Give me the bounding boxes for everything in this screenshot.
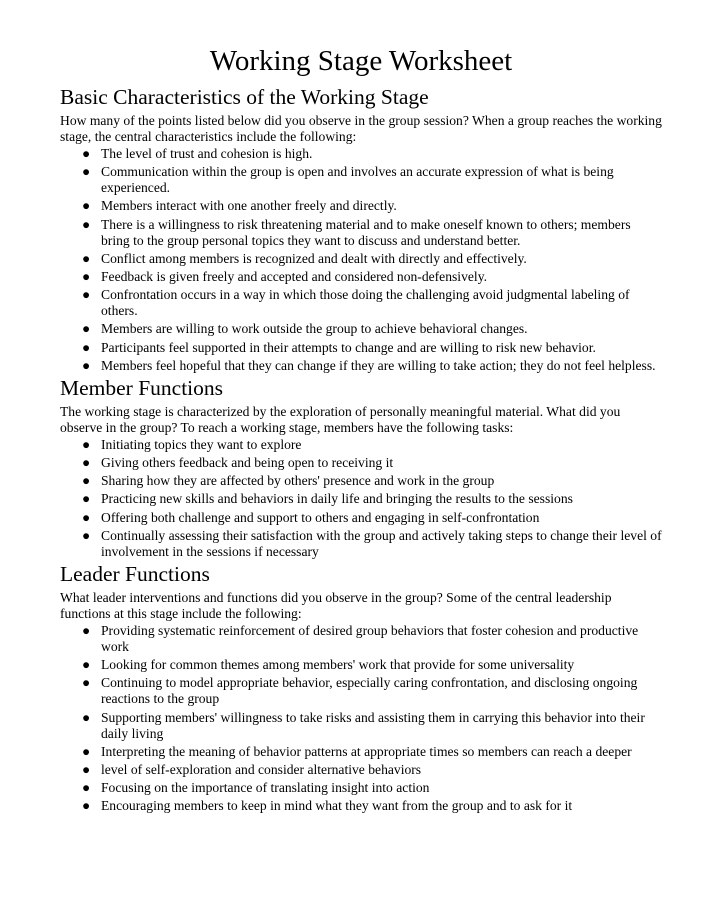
list-item-text: Continuing to model appropriate behavior, especially caring confrontation, and disclosing ongoing reactions to the group <box>101 675 638 707</box>
list-item <box>82 339 662 356</box>
section-heading: Basic Characteristics of the Working Stage <box>60 85 429 109</box>
bullet-icon: ● <box>82 675 91 691</box>
list-item-text: Members interact with one another freely and directly. <box>101 198 397 214</box>
section-basic-characteristics <box>60 85 662 374</box>
list-item <box>82 623 662 655</box>
list-item <box>82 709 662 742</box>
bullet-icon: ● <box>82 473 91 489</box>
bullet-list <box>60 623 662 814</box>
list-item <box>82 761 662 778</box>
list-item-text: There is a willingness to risk threatening material and to make oneself known to others; members bring to the group personal topics they want to discuss and understand better. <box>101 216 631 248</box>
list-item-text: Providing systematic reinforcement of desired group behaviors that foster cohesion and productive work <box>101 623 639 654</box>
list-item <box>82 321 662 337</box>
list-item <box>82 509 662 526</box>
bullet-icon: ● <box>82 761 91 777</box>
bullet-icon: ● <box>82 455 91 471</box>
list-item <box>82 436 662 453</box>
list-item <box>82 146 662 162</box>
bullet-icon: ● <box>82 780 91 796</box>
section-intro: What leader interventions and functions did you observe in the group? Some of the central leadership functions at this stage include the following: <box>60 590 612 621</box>
bullet-icon: ● <box>82 268 91 284</box>
section-intro: The working stage is characterized by the exploration of personally meaningful material. What did you observe in the group? To reach a working stage, members have the following tasks: <box>60 403 621 435</box>
list-item <box>82 287 662 319</box>
list-item-text: Confrontation occurs in a way in which those doing the challenging avoid judgmental labeling of others. <box>101 287 630 319</box>
section-heading: Leader Functions <box>60 562 210 586</box>
bullet-icon: ● <box>82 491 91 507</box>
list-item-text: Interpreting the meaning of behavior patterns at appropriate times so members can reach a deeper <box>101 743 632 759</box>
bullet-icon: ● <box>82 743 91 759</box>
list-item-text: Practicing new skills and behaviors in daily life and bringing the results to the sessions <box>101 491 573 507</box>
bullet-list <box>60 437 662 560</box>
list-item <box>82 675 662 707</box>
bullet-icon: ● <box>82 216 91 232</box>
list-item <box>82 527 662 560</box>
bullet-icon: ● <box>82 509 91 525</box>
list-item-text: Supporting members' willingness to take risks and assisting them in carrying this behavior into their daily living <box>101 709 645 741</box>
list-item <box>82 780 662 796</box>
page-title: Working Stage Worksheet <box>209 45 513 77</box>
bullet-icon: ● <box>82 287 91 303</box>
list-item-text: Sharing how they are affected by others' presence and work in the group <box>101 473 495 489</box>
list-item-text: Members feel hopeful that they can change if they are willing to take action; they do not feel helpless. <box>101 357 656 373</box>
section-heading: Member Functions <box>60 375 224 400</box>
list-item-text: Encouraging members to keep in mind what they want from the group and to ask for it <box>101 798 573 814</box>
bullet-icon: ● <box>82 436 91 452</box>
list-item-text: Initiating topics they want to explore <box>101 436 302 452</box>
bullet-icon: ● <box>82 527 91 543</box>
bullet-icon: ● <box>82 798 91 814</box>
list-item-text: Feedback is given freely and accepted and considered non-defensively. <box>101 268 488 284</box>
list-item-text: Communication within the group is open and involves an accurate expression of what is being experienced. <box>101 164 614 196</box>
list-item-text: Participants feel supported in their attempts to change and are willing to risk new behavior. <box>101 339 596 355</box>
list-item <box>82 250 662 267</box>
list-item <box>82 164 662 196</box>
list-item <box>82 268 662 285</box>
bullet-icon: ● <box>82 709 91 725</box>
bullet-icon: ● <box>82 250 91 266</box>
bullet-icon: ● <box>82 321 91 337</box>
list-item <box>82 357 662 374</box>
bullet-icon: ● <box>82 146 91 161</box>
list-item-text: Conflict among members is recognized and dealt with directly and effectively. <box>101 250 527 266</box>
bullet-icon: ● <box>82 623 91 638</box>
list-item <box>82 473 662 489</box>
list-item-text: Members are willing to work outside the group to achieve behavioral changes. <box>101 321 528 337</box>
list-item <box>82 216 662 249</box>
bullet-icon: ● <box>82 198 91 214</box>
list-item-text: Focusing on the importance of translating insight into action <box>101 780 430 796</box>
list-item <box>82 798 662 814</box>
section-member-functions <box>60 376 662 560</box>
list-item-text: The level of trust and cohesion is high. <box>101 146 313 161</box>
list-item <box>82 198 662 214</box>
bullet-list <box>60 146 662 374</box>
bullet-icon: ● <box>82 339 91 355</box>
list-item-text: Continually assessing their satisfaction with the group and actively taking steps to change their level of involvement in the sessions if necessary <box>101 527 662 559</box>
bullet-icon: ● <box>82 357 91 373</box>
bullet-icon: ● <box>82 657 91 673</box>
list-item <box>82 455 662 471</box>
list-item-text: Giving others feedback and being open to receiving it <box>101 455 394 471</box>
list-item <box>82 657 662 673</box>
list-item-text: Offering both challenge and support to others and engaging in self-confrontation <box>101 509 540 525</box>
section-intro: How many of the points listed below did you observe in the group session? When a group reaches the working stage, the central characteristics include the following: <box>60 113 662 144</box>
list-item <box>82 491 662 507</box>
list-item-text: Looking for common themes among members' work that provide for some universality <box>101 657 575 673</box>
bullet-icon: ● <box>82 164 91 180</box>
list-item <box>82 743 662 760</box>
list-item-text: level of self-exploration and consider alternative behaviors <box>101 761 422 777</box>
section-leader-functions <box>60 562 662 814</box>
